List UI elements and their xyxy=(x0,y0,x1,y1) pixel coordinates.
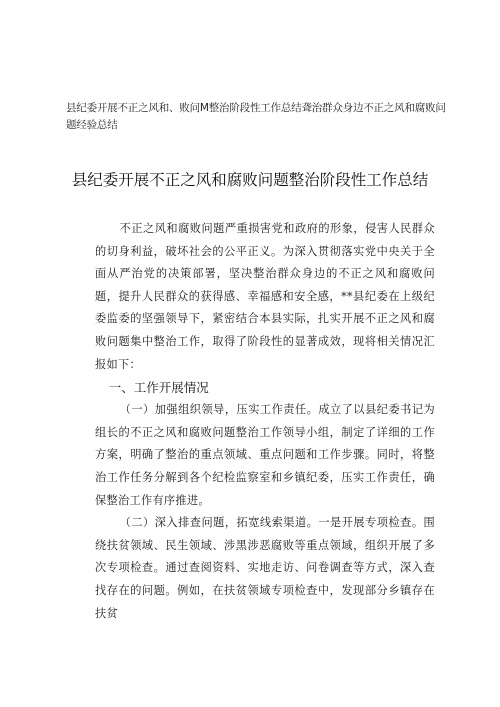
document-body xyxy=(95,218,435,625)
intro-paragraph: 不正之风和腐败问题严重损害党和政府的形象，侵害人民群众的切身利益，破坏社会的公平正义。为深入贯彻落实党中央关于全面从严治党的决策部署，坚决整治群众身边的不正之风和腐败问题，提升人民群众的获得感、幸福感和安全感，**县纪委在上级纪委监委的坚强领导下，紧密结合本县实际，扎实开展不正之风和腐败问题集中整治工作，取得了阶段性的显著成效，现将相关情况汇报如下： xyxy=(95,222,435,371)
paragraph-investigation: （二）深入排查问题，拓宽线索渠道。一是开展专项检查。围绕扶贫领域、民生领域、涉黑涉恶腐败等重点领域，组织开展了多次专项检查。通过查阅资料、实地走访、问卷调查等方式，深入查找存在的问题。例如，在扶贫领域专项检查中，发现部分乡镇存在扶贫 xyxy=(95,516,435,620)
paragraph-organization: （一）加强组织领导，压实工作责任。成立了以县纪委书记为组长的不正之风和腐败问题整治工作领导小组，制定了详细的工作方案，明确了整治的重点领域、重点问题和工作步骤。同时，将整治工作任务分解到各个纪检监察室和乡镇纪委，压实工作责任，确保整治工作有序推进。 xyxy=(95,403,435,507)
document-heading: 县纪委开展不正之风和、败问M整治阶段性工作总结聋治群众身边不正之风和腐败问题经验总结 xyxy=(66,102,446,131)
section-heading-1: 一、工作开展情况 xyxy=(108,380,209,396)
report-title: 县纪委开展不正之风和腐败问题整治阶段性工作总结 xyxy=(71,171,429,189)
